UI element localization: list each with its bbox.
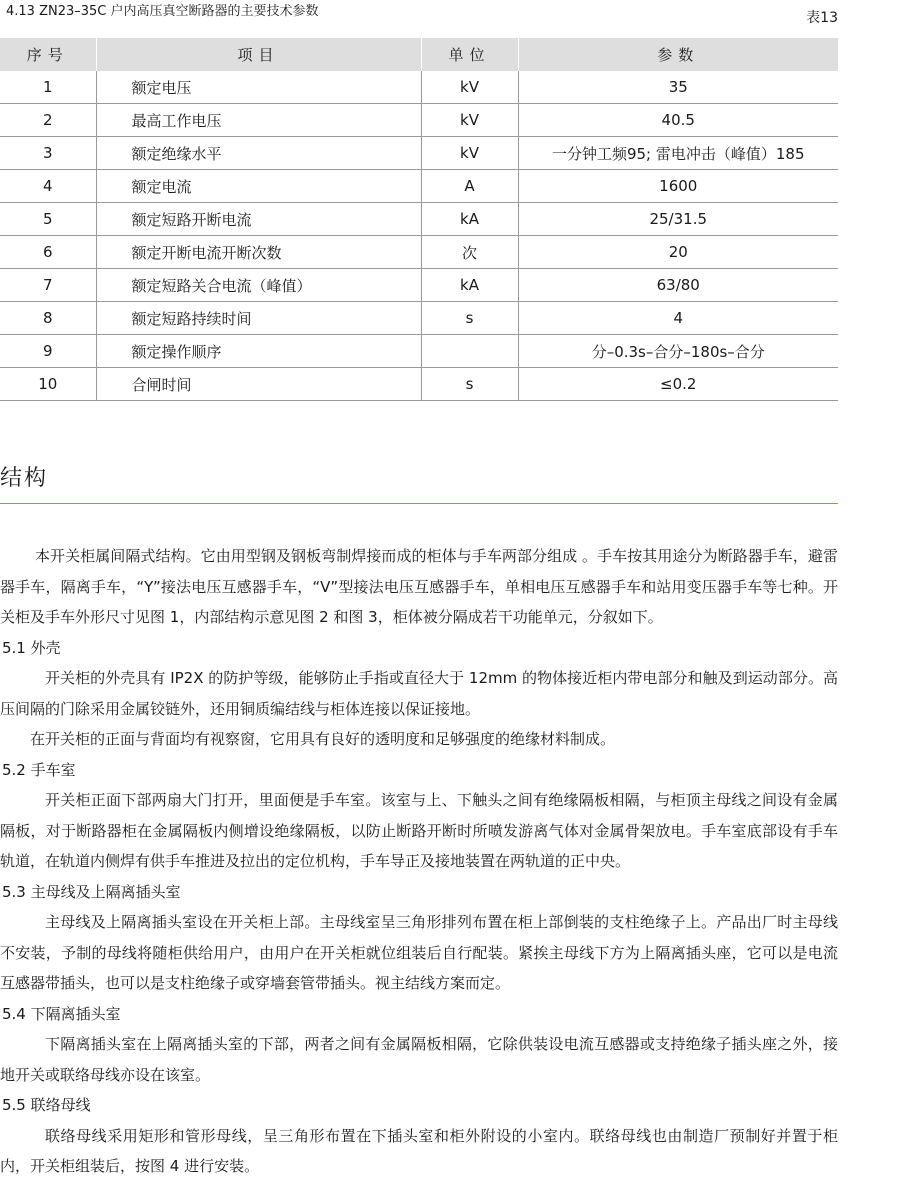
table-row	[0, 335, 838, 368]
cell-unit	[421, 335, 518, 368]
cell-index: 8	[0, 302, 96, 335]
table-row	[0, 269, 838, 302]
paragraph: 在开关柜的正面与背面均有视察窗，它用具有良好的透明度和足够强度的绝缘材料制成。	[30, 730, 616, 748]
cell-item: 额定短路持续时间	[96, 302, 421, 335]
cell-value: 35	[518, 71, 838, 104]
spec-table	[0, 38, 838, 401]
cell-item: 额定开断电流开断次数	[96, 236, 421, 269]
table-row	[0, 236, 838, 269]
cell-unit: s	[421, 302, 518, 335]
section-title: 结构	[0, 466, 49, 491]
cell-index: 5	[0, 203, 96, 236]
cell-index: 6	[0, 236, 96, 269]
cell-item: 额定短路开断电流	[96, 203, 421, 236]
cell-value: 1600	[518, 170, 838, 203]
paragraph: 下隔离插头室在上隔离插头室的下部，两者之间有金属隔板相隔，它除供装设电流互感器或支持绝缘子插头座之外，接地开关或联络母线亦设在该室。	[0, 1035, 838, 1084]
paragraph: 联络母线采用矩形和管形母线，呈三角形布置在下插头室和柜外附设的小室内。联络母线也由制造厂预制好并置于柜内，开关柜组装后，按图 4 进行安装。	[0, 1126, 838, 1175]
cell-index: 7	[0, 269, 96, 302]
cell-item: 最高工作电压	[96, 104, 421, 137]
table-caption: 4.13 ZN23–35C 户内高压真空断路器的主要技术参数	[6, 4, 319, 19]
cell-index: 3	[0, 137, 96, 170]
cell-unit: s	[421, 368, 518, 401]
cell-item: 额定电压	[96, 71, 421, 104]
subsection-heading: 5.5 联络母线	[2, 1096, 91, 1114]
header-index: 序号	[0, 38, 96, 71]
cell-index: 10	[0, 368, 96, 401]
cell-unit: A	[421, 170, 518, 203]
cell-index: 4	[0, 170, 96, 203]
cell-unit: kV	[421, 104, 518, 137]
table-row	[0, 368, 838, 401]
cell-unit: kV	[421, 137, 518, 170]
intro-paragraph: 本开关柜属间隔式结构。它由用型钢及钢板弯制焊接而成的柜体与手车两部分组成 。手车按其用途分为断路器手车，避雷器手车，隔离手车，“Y”接法电压互感器手车，“V”型接法电压互感器手车，单相电压互感器手车和站用变压器手车等七种。开关柜及手车外形尺寸见图 1，内部结构示意见图 2 和图 3，柜体被分隔成若干功能单元，分叙如下。	[0, 547, 838, 626]
subsection-heading: 5.3 主母线及上隔离插头室	[2, 882, 181, 901]
header-unit: 单位	[421, 38, 518, 71]
cell-item: 额定操作顺序	[96, 335, 421, 368]
table-caption-row	[6, 2, 838, 24]
table-row	[0, 104, 838, 137]
cell-unit: kA	[421, 203, 518, 236]
cell-item: 额定电流	[96, 170, 421, 203]
cell-index: 2	[0, 104, 96, 137]
header-value: 参数	[518, 38, 838, 71]
cell-value: 40.5	[518, 104, 838, 137]
cell-item: 合闸时间	[96, 368, 421, 401]
table-header-row	[0, 38, 838, 71]
cell-item: 额定短路关合电流（峰值）	[96, 269, 421, 302]
cell-value: 分–0.3s–合分–180s–合分	[518, 335, 838, 368]
table-number: 表13	[806, 10, 838, 26]
cell-unit: kA	[421, 269, 518, 302]
cell-index: 1	[0, 71, 96, 104]
paragraph: 主母线及上隔离插头室设在开关柜上部。主母线室呈三角形排列布置在柜上部倒装的支柱绝缘子上。产品出厂时主母线不安装，予制的母线将随柜供给用户，由用户在开关柜就位组装后自行配装。紧挨主母线下方为上隔离插头座，它可以是电流互感器带插头，也可以是支柱绝缘子或穿墙套管带插头。视主结线方案而定。	[0, 913, 838, 992]
section-divider	[0, 503, 838, 504]
table-row	[0, 302, 838, 335]
cell-value: 4	[518, 302, 838, 335]
cell-unit: 次	[421, 236, 518, 269]
table-row	[0, 137, 838, 170]
cell-index: 9	[0, 335, 96, 368]
body-text	[0, 541, 838, 1182]
cell-item: 额定绝缘水平	[96, 137, 421, 170]
paragraph: 开关柜的外壳具有 IP2X 的防护等级，能够防止手指或直径大于 12mm 的物体接近柜内带电部分和触及到运动部分。高压间隔的门除采用金属铰链外，还用铜质编结线与柜体连接以保证接地。	[0, 669, 838, 718]
cell-value: 63/80	[518, 269, 838, 302]
subsection-heading: 5.4 下隔离插头室	[2, 1004, 121, 1023]
table-row	[0, 170, 838, 203]
paragraph: 开关柜正面下部两扇大门打开，里面便是手车室。该室与上、下触头之间有绝缘隔板相隔，与柜顶主母线之间设有金属隔板，对于断路器柜在金属隔板内侧增设绝缘隔板，以防止断路开断时所喷发游离气体对金属骨架放电。手车室底部设有手车轨道，在轨道内侧焊有供手车推进及拉出的定位机构，手车导正及接地装置在两轨道的正中央。	[0, 791, 838, 870]
subsection-heading: 5.1 外壳	[2, 638, 61, 657]
header-item: 项目	[96, 38, 421, 71]
cell-value: 20	[518, 236, 838, 269]
cell-value: 25/31.5	[518, 203, 838, 236]
subsection-heading: 5.2 手车室	[2, 760, 76, 779]
cell-value: ≤0.2	[518, 368, 838, 401]
cell-unit: kV	[421, 71, 518, 104]
table-row	[0, 71, 838, 104]
cell-value: 一分钟工频95; 雷电冲击（峰值）185	[518, 137, 838, 170]
table-row	[0, 203, 838, 236]
